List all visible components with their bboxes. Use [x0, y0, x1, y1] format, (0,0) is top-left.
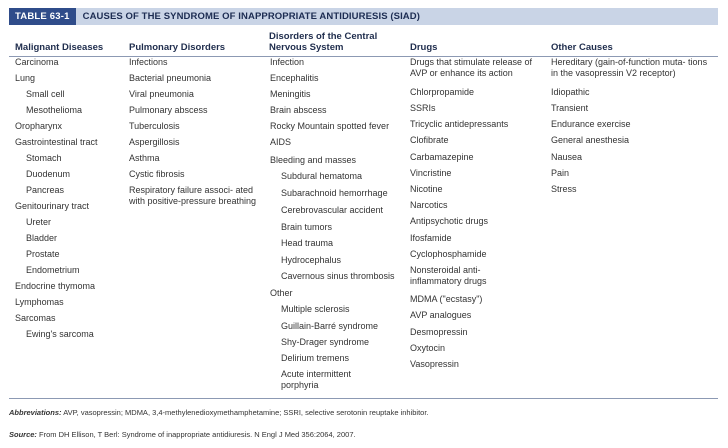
- list-item: MDMA ("ecstasy"): [410, 294, 483, 304]
- list-item: Subdural hematoma: [281, 171, 363, 181]
- source-text: From DH Ellison, T Berl: Syndrome of inappropriate antidiuresis. N Engl J Med 356:2064, 2007.: [39, 430, 356, 439]
- list-item: AVP analogues: [410, 310, 472, 320]
- list-item: Stress: [551, 184, 577, 194]
- list-item: Cavernous sinus thrombosis: [281, 271, 395, 281]
- list-item: Lung: [15, 73, 36, 83]
- column-header-malignant: Malignant Diseases: [15, 42, 104, 53]
- list-item: Hydrocephalus: [281, 255, 342, 265]
- list-item: Brain tumors: [281, 222, 333, 232]
- list-item: Pulmonary abscess: [129, 105, 208, 115]
- list-item: Nausea: [551, 152, 583, 162]
- list-item: Nonsteroidal anti- inflammatory drugs: [410, 265, 487, 286]
- list-item: Prostate: [26, 249, 60, 259]
- list-item: Rocky Mountain spotted fever: [270, 121, 390, 131]
- list-item: Encephalitis: [270, 73, 319, 83]
- list-item: Other: [270, 288, 293, 298]
- list-item: Mesothelioma: [26, 105, 83, 115]
- column-header-row: [9, 26, 718, 57]
- table-number: TABLE 63-1: [9, 8, 76, 25]
- column-header-cns: Disorders of the Central Nervous System: [269, 31, 378, 53]
- list-item: Aspergillosis: [129, 137, 180, 147]
- list-item: Carbamazepine: [410, 152, 474, 162]
- list-item: Oropharynx: [15, 121, 63, 131]
- list-item: Vasopressin: [410, 359, 459, 369]
- list-item: Desmopressin: [410, 327, 468, 337]
- list-item: Sarcomas: [15, 313, 56, 323]
- table-header: [9, 8, 718, 25]
- list-item: Tuberculosis: [129, 121, 180, 131]
- list-item: Vincristine: [410, 168, 452, 178]
- list-item: Infections: [129, 57, 168, 67]
- list-item: Pancreas: [26, 185, 65, 195]
- list-item: Asthma: [129, 153, 160, 163]
- abbreviations-text: AVP, vasopressin; MDMA, 3,4-methylenedioxymethamphetamine; SSRI, selective serotonin reuptake inhibitor.: [63, 408, 429, 417]
- source-label: Source:: [9, 430, 37, 439]
- list-item: Brain abscess: [270, 105, 327, 115]
- list-item: Carcinoma: [15, 57, 59, 67]
- list-item: Gastrointestinal tract: [15, 137, 98, 147]
- list-item: Ifosfamide: [410, 233, 452, 243]
- source-footnote: [9, 430, 356, 439]
- list-item: Viral pneumonia: [129, 89, 194, 99]
- list-item: Hereditary (gain-of-function muta- tions in the vasopressin V2 receptor): [551, 57, 708, 78]
- list-item: Nicotine: [410, 184, 443, 194]
- list-item: Tricyclic antidepressants: [410, 119, 509, 129]
- list-item: Guillain-Barré syndrome: [281, 321, 379, 331]
- list-item: Multiple sclerosis: [281, 304, 350, 314]
- list-item: Delirium tremens: [281, 353, 350, 363]
- list-item: Acute intermittent porphyria: [281, 369, 352, 390]
- list-item: Meningitis: [270, 89, 311, 99]
- list-item: Chlorpropamide: [410, 87, 475, 97]
- list-item: Respiratory failure associ- ated with positive-pressure breathing: [129, 185, 257, 206]
- list-item: General anesthesia: [551, 135, 630, 145]
- list-item: Cerebrovascular accident: [281, 205, 384, 215]
- abbreviations-footnote: [9, 408, 429, 417]
- list-item: Oxytocin: [410, 343, 446, 353]
- list-item: Ewing's sarcoma: [26, 329, 94, 339]
- list-item: Ureter: [26, 217, 52, 227]
- list-item: Transient: [551, 103, 589, 113]
- list-item: AIDS: [270, 137, 292, 147]
- list-item: Drugs that stimulate release of AVP or enhance its action: [410, 57, 533, 78]
- list-item: Subarachnoid hemorrhage: [281, 188, 388, 198]
- list-item: SSRIs: [410, 103, 436, 113]
- list-item: Infection: [270, 57, 305, 67]
- list-item: Cyclophosphamide: [410, 249, 487, 259]
- list-item: Cystic fibrosis: [129, 169, 185, 179]
- list-item: Bleeding and masses: [270, 155, 357, 165]
- list-item: Endometrium: [26, 265, 80, 275]
- list-item: Bacterial pneumonia: [129, 73, 212, 83]
- list-item: Duodenum: [26, 169, 71, 179]
- list-item: Endurance exercise: [551, 119, 631, 129]
- table-bottom-rule: [9, 398, 718, 399]
- list-item: Lymphomas: [15, 297, 64, 307]
- list-item: Clofibrate: [410, 135, 449, 145]
- table-title: CAUSES OF THE SYNDROME OF INAPPROPRIATE ANTIDIURESIS (SIAD): [82, 11, 420, 22]
- list-item: Shy-Drager syndrome: [281, 337, 370, 347]
- list-item: Genitourinary tract: [15, 201, 90, 211]
- list-item: Head trauma: [281, 238, 334, 248]
- list-item: Small cell: [26, 89, 65, 99]
- list-item: Stomach: [26, 153, 62, 163]
- list-item: Narcotics: [410, 200, 448, 210]
- list-item: Bladder: [26, 233, 58, 243]
- column-header-pulmonary: Pulmonary Disorders: [129, 42, 226, 53]
- list-item: Antipsychotic drugs: [410, 216, 489, 226]
- abbreviations-label: Abbreviations:: [9, 408, 62, 417]
- list-item: Pain: [551, 168, 570, 178]
- column-header-drugs: Drugs: [410, 42, 438, 53]
- column-header-other: Other Causes: [551, 42, 613, 53]
- list-item: Idiopathic: [551, 87, 590, 97]
- list-item: Endocrine thymoma: [15, 281, 96, 291]
